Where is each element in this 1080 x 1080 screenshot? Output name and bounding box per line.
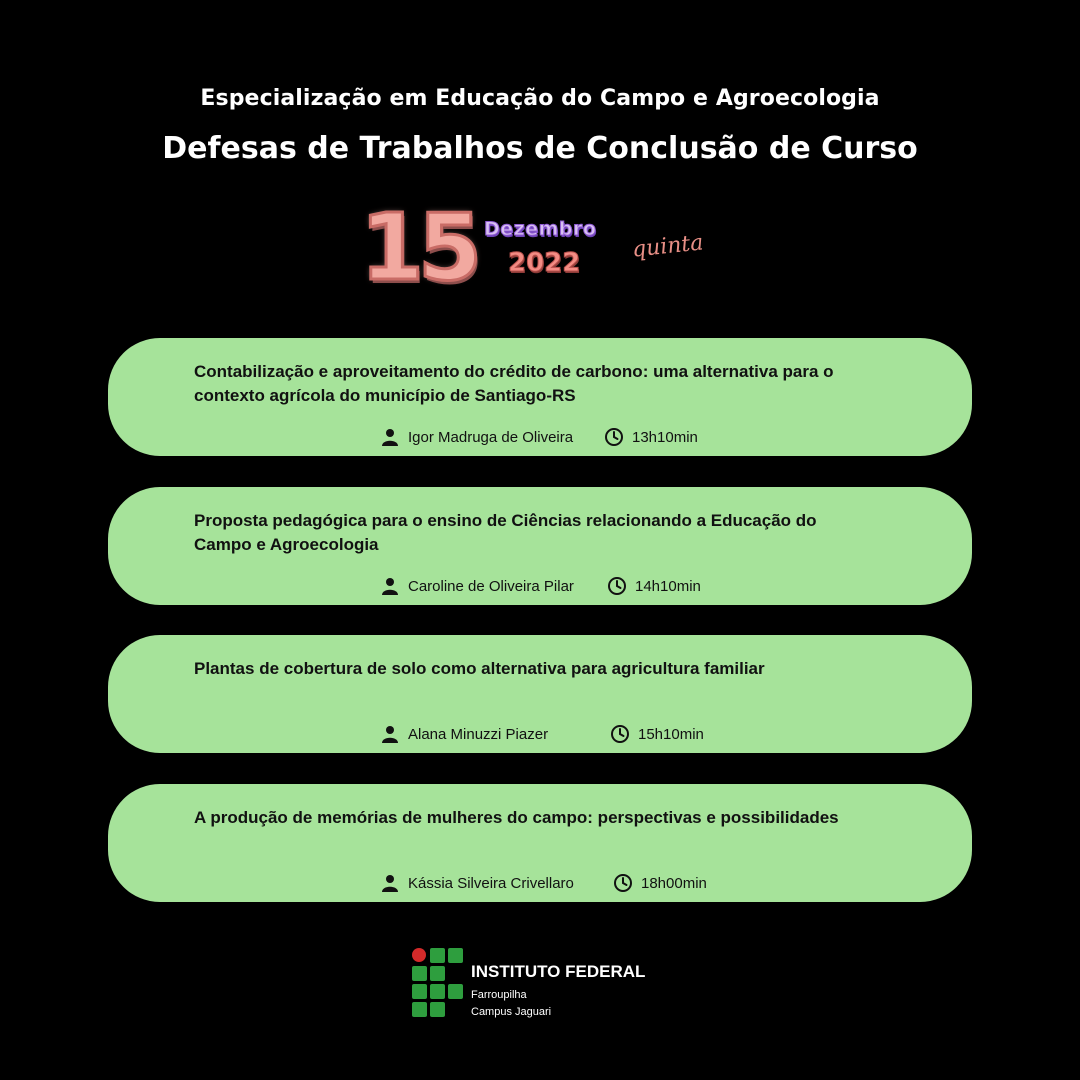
clock-icon bbox=[604, 427, 624, 447]
session-card bbox=[108, 784, 972, 902]
clock-icon bbox=[613, 873, 633, 893]
session-card bbox=[108, 635, 972, 753]
session-title-line: Campo e Agroecologia bbox=[194, 535, 379, 554]
time-value: 18h00min bbox=[641, 874, 707, 892]
session-title bbox=[194, 360, 914, 408]
session-author bbox=[382, 723, 548, 745]
date-month: Dezembro bbox=[484, 218, 597, 240]
clock-icon bbox=[610, 724, 630, 744]
author-name: Kássia Silveira Crivellaro bbox=[408, 874, 574, 892]
author-name: Caroline de Oliveira Pilar bbox=[408, 577, 574, 595]
session-title bbox=[194, 509, 914, 557]
person-icon bbox=[382, 725, 398, 743]
logo-name: INSTITUTO FEDERAL bbox=[471, 962, 646, 981]
session-title bbox=[194, 806, 914, 830]
session-title-line: Plantas de cobertura de solo como alternativa para agricultura familiar bbox=[194, 659, 765, 678]
session-card bbox=[108, 338, 972, 456]
logo-campus: Campus Jaguari bbox=[471, 1006, 552, 1018]
session-title-line: Contabilização e aproveitamento do crédito de carbono: uma alternativa para o bbox=[194, 362, 834, 381]
session-time bbox=[604, 426, 698, 448]
author-name: Alana Minuzzi Piazer bbox=[408, 725, 549, 743]
date-year: 2022 bbox=[508, 248, 581, 278]
session-author bbox=[382, 426, 573, 448]
page-title: Defesas de Trabalhos de Conclusão de Curso bbox=[162, 131, 918, 166]
time-value: 13h10min bbox=[632, 428, 698, 446]
date-block bbox=[360, 194, 740, 301]
page-subtitle: Especialização em Educação do Campo e Agroecologia bbox=[200, 86, 880, 111]
session-time bbox=[613, 872, 707, 894]
session-time bbox=[607, 575, 701, 597]
session-author bbox=[382, 575, 574, 597]
session-title-line: A produção de memórias de mulheres do campo: perspectivas e possibilidades bbox=[194, 808, 839, 827]
session-card bbox=[108, 487, 972, 605]
institution-logo bbox=[412, 948, 692, 1028]
person-icon bbox=[382, 874, 398, 892]
clock-icon bbox=[607, 576, 627, 596]
person-icon bbox=[382, 428, 398, 446]
date-weekday: quinta bbox=[630, 230, 705, 263]
logo-subtitle: Farroupilha bbox=[471, 989, 527, 1001]
session-time bbox=[610, 723, 704, 745]
time-value: 15h10min bbox=[638, 725, 704, 743]
session-title-line: contexto agrícola do município de Santiago-RS bbox=[194, 386, 576, 405]
time-value: 14h10min bbox=[635, 577, 701, 595]
session-title-line: Proposta pedagógica para o ensino de Ciências relacionando a Educação do bbox=[194, 511, 817, 530]
session-title bbox=[194, 657, 914, 681]
logo-grid-icon bbox=[412, 948, 464, 1018]
date-day: 15 bbox=[360, 194, 477, 301]
session-author bbox=[382, 872, 574, 894]
person-icon bbox=[382, 577, 398, 595]
author-name: Igor Madruga de Oliveira bbox=[408, 428, 574, 446]
